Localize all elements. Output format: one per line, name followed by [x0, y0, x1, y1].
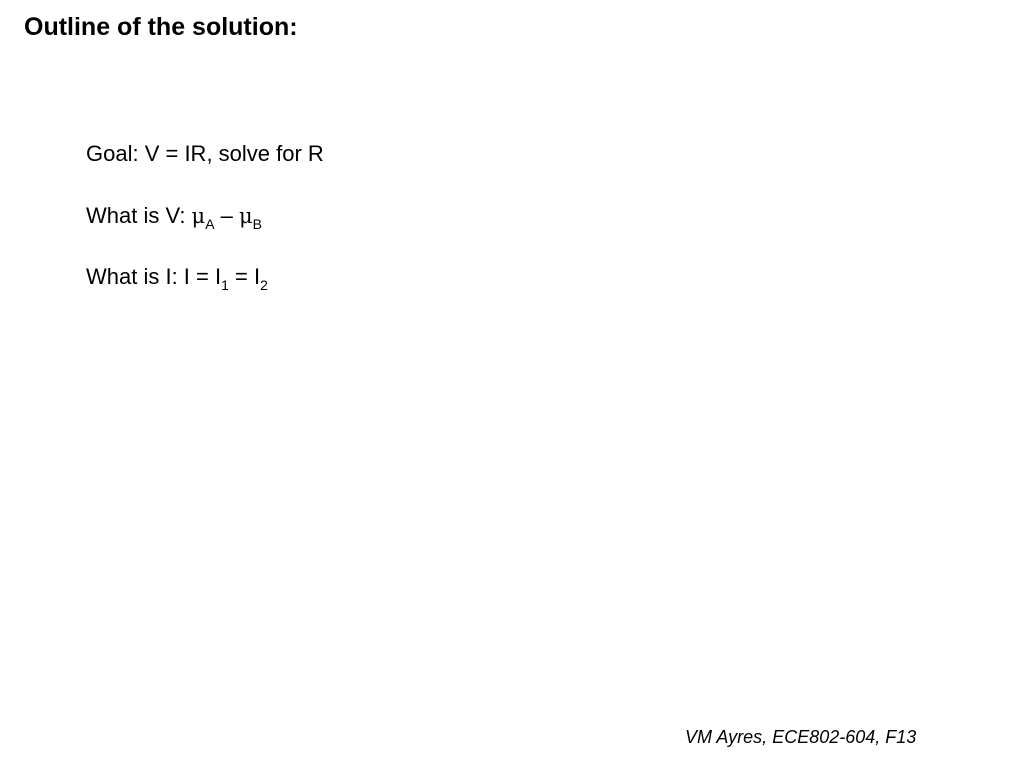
subscript-b: B	[252, 216, 263, 232]
mu-symbol-a: μ	[191, 204, 206, 228]
current-mid: = I	[228, 264, 261, 289]
footer-credit: VM Ayres, ECE802-604, F13	[685, 727, 917, 747]
current-line	[86, 263, 268, 291]
goal-line: Goal: V = IR, solve for R	[86, 141, 324, 166]
current-prefix: What is I: I = I	[86, 264, 222, 289]
subscript-a: A	[205, 216, 215, 232]
minus-operator: –	[214, 203, 240, 228]
slide-title: Outline of the solution:	[24, 13, 298, 41]
subscript-1: 1	[221, 277, 229, 293]
subscript-2: 2	[260, 277, 268, 293]
voltage-line	[86, 202, 262, 230]
voltage-prefix: What is V:	[86, 203, 192, 228]
mu-symbol-b: μ	[239, 204, 253, 228]
